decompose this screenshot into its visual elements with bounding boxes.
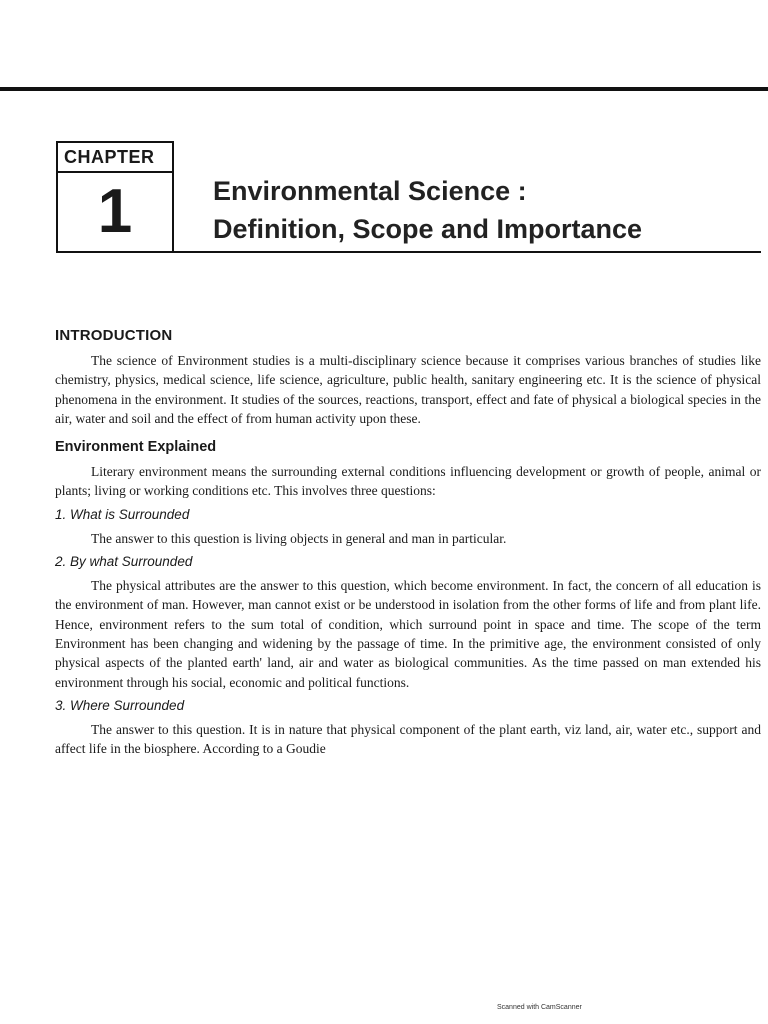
- question-2-paragraph: The physical attributes are the answer to this question, which become environment. In fact, the concern of all education is the environment of man. However, man cannot exist or be understood in isolation from the other forms of life and from plant life. Hence, environment refers to the sum total of condition, which surround point in space and time. The scope of the term Environment has been changing and widening by the passage of time. In the primitive age, the environment consisted of only physical aspects of the planted earth' land, air and water as biological communities. As the time passed on man extended his environment through his social, economic and political functions.: [55, 578, 761, 690]
- chapter-number: 1: [97, 177, 133, 246]
- environment-explained-heading: Environment Explained: [55, 439, 217, 456]
- chapter-box: [56, 141, 174, 253]
- chapter-title-line2: Definition, Scope and Importance: [213, 214, 643, 244]
- question-3-paragraph: The answer to this question. It is in nature that physical component of the plant earth, viz land, air, water etc., support and affect life in the biosphere. According to a Goudie: [55, 721, 761, 757]
- page-body: [55, 325, 761, 758]
- chapter-title: [213, 172, 753, 248]
- question-2-heading: 2. By what Surrounded: [55, 554, 193, 570]
- environment-explained-paragraph: Literary environment means the surrounding external conditions influencing development or growth of people, animal or plants; living or working conditions etc. This involves three questions:: [55, 464, 761, 499]
- question-3-heading: 3. Where Surrounded: [55, 697, 185, 713]
- scanner-watermark: Scanned with CamScanner: [497, 1004, 582, 1011]
- question-1-paragraph: The answer to this question is living objects in general and man in particular.: [91, 530, 507, 546]
- title-rule: [174, 251, 761, 253]
- introduction-heading: INTRODUCTION: [55, 327, 173, 344]
- question-1-heading: 1. What is Surrounded: [55, 506, 190, 522]
- top-rule: [0, 87, 768, 91]
- chapter-title-line1: Environmental Science :: [213, 176, 527, 206]
- chapter-label: CHAPTER: [58, 143, 172, 173]
- introduction-paragraph: The science of Environment studies is a multi-disciplinary science because it comprises various branches of studies like chemistry, physics, medical science, life science, agriculture, public health, sanitary engineering etc. It is the science of physical phenomena in the environment. It studies of the sources, reactions, transport, effect and fate of physical a biological species in the air, water and soil and the effect of from human activity upon these.: [55, 353, 761, 426]
